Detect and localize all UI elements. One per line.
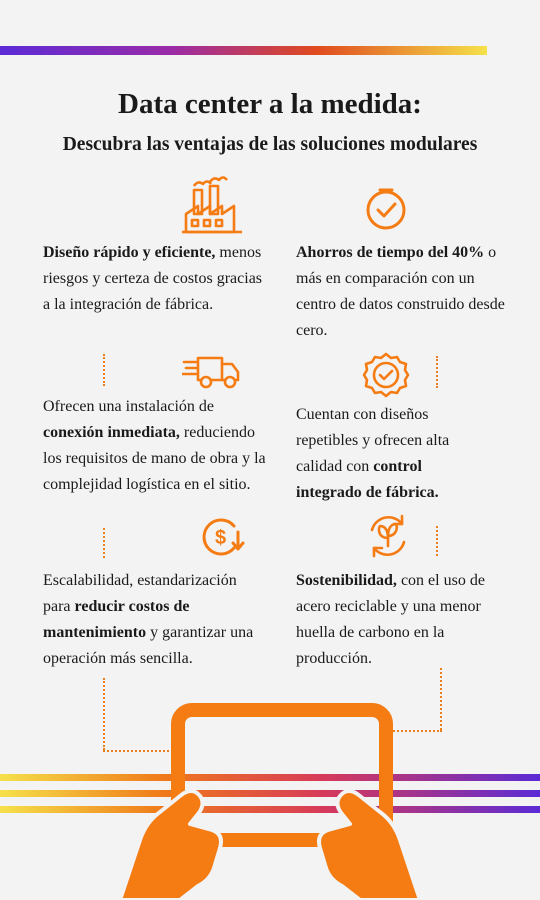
delivery-truck-icon [182, 354, 242, 390]
top-gradient-bar [0, 46, 487, 55]
dotted-connector [440, 668, 442, 730]
dotted-connector [436, 526, 438, 556]
dotted-connector [103, 354, 105, 386]
clock-check-icon [362, 186, 410, 232]
feature-factory-integration: Diseño rápido y eficiente, menos riesgos y certeza de costos gracias a la integración de fábrica. [43, 244, 263, 313]
feature-quality-control: Cuentan con diseños repetibles y ofrecen alta calidad con control integrado de fábrica. [296, 406, 450, 501]
feature-time-savings: Ahorros de tiempo del 40% o más en comparación con un centro de datos construido desde cero. [296, 244, 505, 339]
quality-badge-icon [362, 352, 410, 398]
dotted-connector [436, 356, 438, 388]
dotted-connector [103, 528, 105, 558]
recycle-leaf-icon [364, 512, 412, 560]
feature-maintenance-costs: Escalabilidad, estandarización para reducir costos de mantenimiento y garantizar una operación más sencilla. [43, 572, 254, 667]
feature-immediate-connection: Ofrecen una instalación de conexión inmediata, reduciendo los requisitos de mano de obra y la complejidad logística en el sitio. [43, 398, 266, 493]
dollar-down-icon [198, 516, 246, 558]
feature-sustainability: Sostenibilidad, con el uso de acero reciclable y una menor huella de carbono en la producción. [296, 572, 485, 667]
page-title: Data center a la medida: [118, 88, 422, 120]
page-subtitle: Descubra las ventajas de las soluciones modulares [62, 134, 478, 155]
dotted-connector [103, 678, 105, 750]
factory-icon [180, 176, 246, 236]
tablet-hands-illustration [120, 700, 420, 900]
svg-text:$: $ [215, 527, 227, 549]
